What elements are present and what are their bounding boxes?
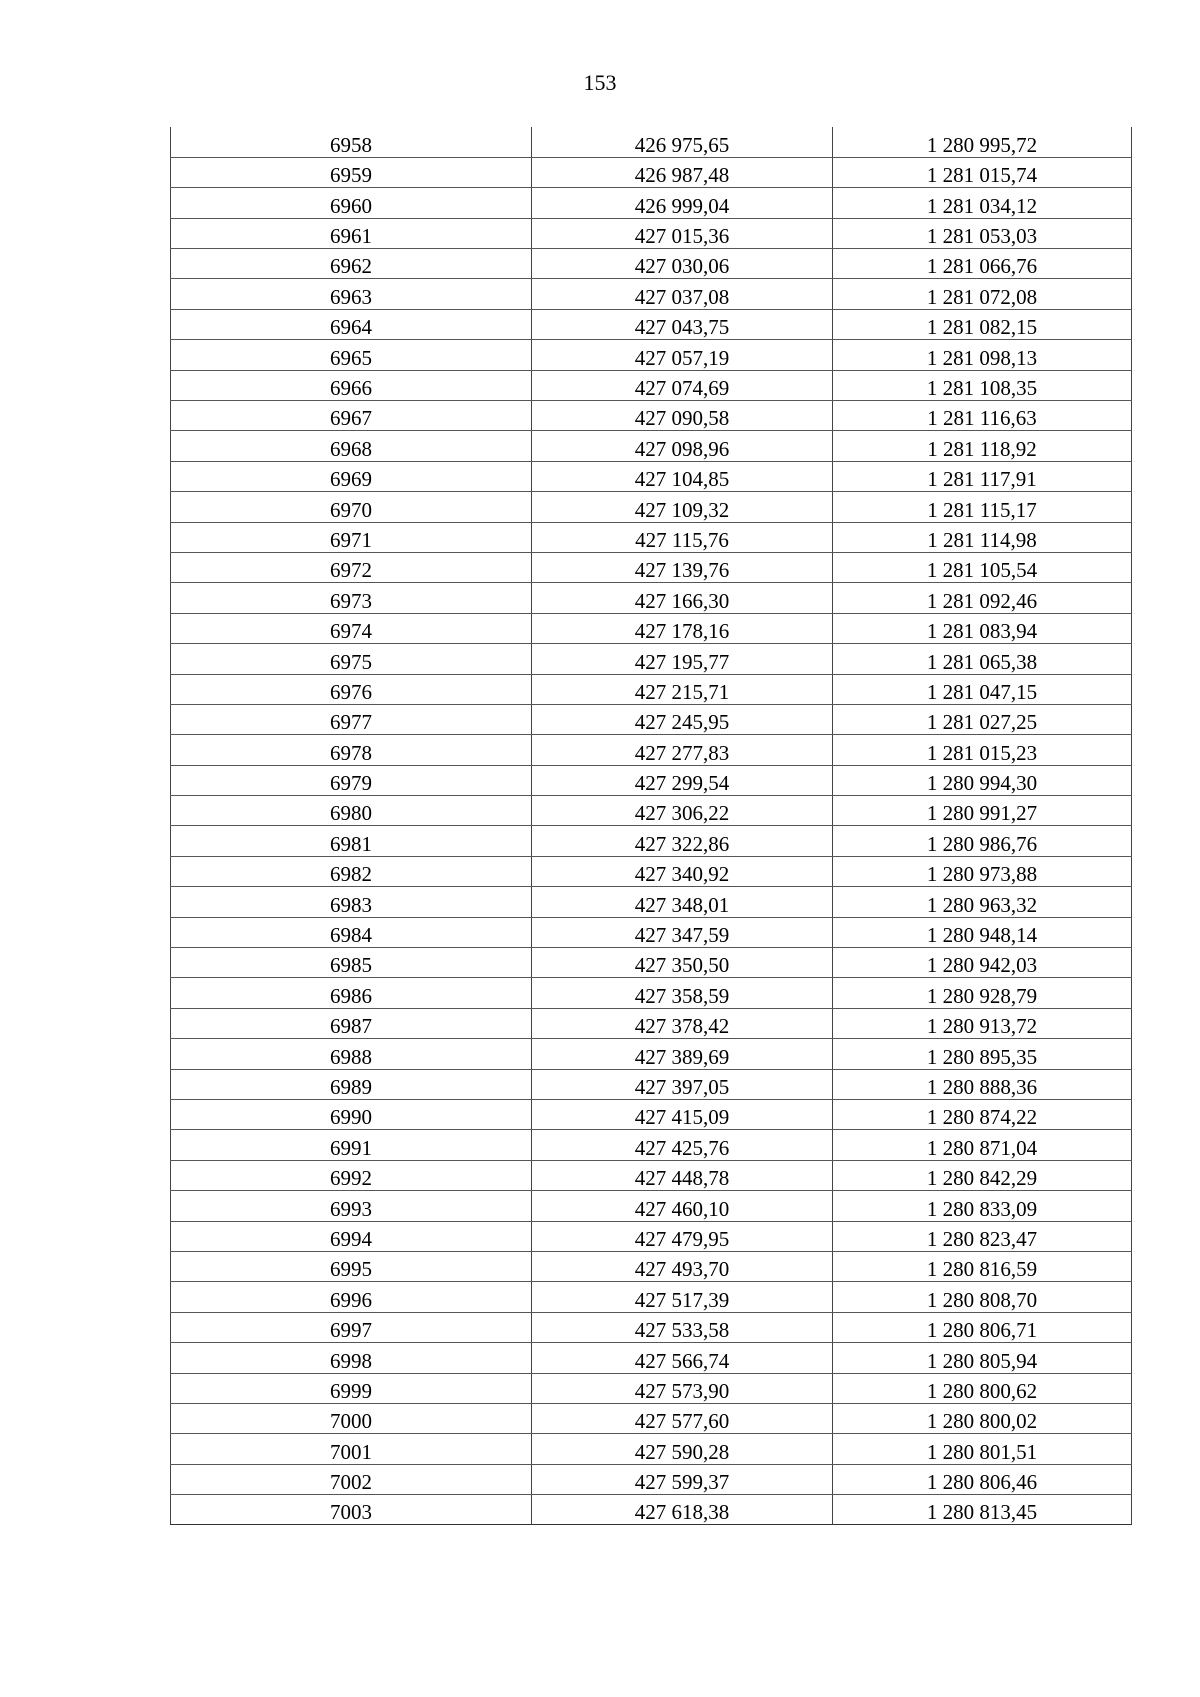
point-number-cell: 6992: [171, 1160, 532, 1190]
y-coordinate-cell: 1 280 888,36: [833, 1069, 1132, 1099]
table-row: [171, 1039, 1132, 1069]
y-coordinate-cell: 1 280 833,09: [833, 1191, 1132, 1221]
point-number-cell: 6994: [171, 1221, 532, 1251]
y-coordinate-cell: 1 280 808,70: [833, 1282, 1132, 1312]
table-row: [171, 492, 1132, 522]
point-number-cell: 6967: [171, 401, 532, 431]
y-coordinate-cell: 1 280 963,32: [833, 887, 1132, 917]
y-coordinate-cell: 1 281 034,12: [833, 188, 1132, 218]
y-coordinate-cell: 1 280 806,46: [833, 1464, 1132, 1494]
y-coordinate-cell: 1 281 047,15: [833, 674, 1132, 704]
x-coordinate-cell: 427 348,01: [532, 887, 833, 917]
x-coordinate-cell: 427 115,76: [532, 522, 833, 552]
x-coordinate-cell: 427 299,54: [532, 765, 833, 795]
y-coordinate-cell: 1 280 895,35: [833, 1039, 1132, 1069]
table-row: [171, 1434, 1132, 1464]
point-number-cell: 6969: [171, 461, 532, 491]
table-row: [171, 1495, 1132, 1525]
table-row: [171, 1130, 1132, 1160]
point-number-cell: 6997: [171, 1312, 532, 1342]
x-coordinate-cell: 427 347,59: [532, 917, 833, 947]
point-number-cell: 7002: [171, 1464, 532, 1494]
point-number-cell: 6985: [171, 948, 532, 978]
table-row: [171, 309, 1132, 339]
x-coordinate-cell: 427 057,19: [532, 340, 833, 370]
y-coordinate-cell: 1 281 015,74: [833, 157, 1132, 187]
point-number-cell: 6970: [171, 492, 532, 522]
table-row: [171, 917, 1132, 947]
point-number-cell: 6966: [171, 370, 532, 400]
y-coordinate-cell: 1 281 082,15: [833, 309, 1132, 339]
coordinates-table: [170, 127, 1132, 1525]
x-coordinate-cell: 427 215,71: [532, 674, 833, 704]
point-number-cell: 6962: [171, 249, 532, 279]
x-coordinate-cell: 427 195,77: [532, 644, 833, 674]
point-number-cell: 6996: [171, 1282, 532, 1312]
y-coordinate-cell: 1 281 092,46: [833, 583, 1132, 613]
table-row: [171, 826, 1132, 856]
x-coordinate-cell: 427 098,96: [532, 431, 833, 461]
page-number: 153: [583, 70, 617, 95]
y-coordinate-cell: 1 280 871,04: [833, 1130, 1132, 1160]
y-coordinate-cell: 1 281 072,08: [833, 279, 1132, 309]
x-coordinate-cell: 427 322,86: [532, 826, 833, 856]
point-number-cell: 6990: [171, 1100, 532, 1130]
table-row: [171, 157, 1132, 187]
x-coordinate-cell: 427 306,22: [532, 796, 833, 826]
point-number-cell: 6976: [171, 674, 532, 704]
x-coordinate-cell: 427 566,74: [532, 1343, 833, 1373]
table-row: [171, 431, 1132, 461]
x-coordinate-cell: 427 350,50: [532, 948, 833, 978]
y-coordinate-cell: 1 280 813,45: [833, 1495, 1132, 1525]
y-coordinate-cell: 1 280 948,14: [833, 917, 1132, 947]
table-row: [171, 370, 1132, 400]
y-coordinate-cell: 1 280 913,72: [833, 1008, 1132, 1038]
x-coordinate-cell: 427 358,59: [532, 978, 833, 1008]
table-row: [171, 583, 1132, 613]
y-coordinate-cell: 1 280 842,29: [833, 1160, 1132, 1190]
point-number-cell: 6964: [171, 309, 532, 339]
x-coordinate-cell: 426 975,65: [532, 127, 833, 157]
y-coordinate-cell: 1 280 806,71: [833, 1312, 1132, 1342]
point-number-cell: 6995: [171, 1251, 532, 1281]
y-coordinate-cell: 1 281 108,35: [833, 370, 1132, 400]
point-number-cell: 7003: [171, 1495, 532, 1525]
y-coordinate-cell: 1 281 118,92: [833, 431, 1132, 461]
point-number-cell: 7001: [171, 1434, 532, 1464]
point-number-cell: 6968: [171, 431, 532, 461]
table-row: [171, 218, 1132, 248]
table-row: [171, 340, 1132, 370]
y-coordinate-cell: 1 280 801,51: [833, 1434, 1132, 1464]
x-coordinate-cell: 427 389,69: [532, 1039, 833, 1069]
y-coordinate-cell: 1 280 800,02: [833, 1403, 1132, 1433]
point-number-cell: 6991: [171, 1130, 532, 1160]
y-coordinate-cell: 1 280 874,22: [833, 1100, 1132, 1130]
y-coordinate-cell: 1 281 116,63: [833, 401, 1132, 431]
x-coordinate-cell: 427 479,95: [532, 1221, 833, 1251]
table-row: [171, 796, 1132, 826]
table-row: [171, 978, 1132, 1008]
x-coordinate-cell: 427 573,90: [532, 1373, 833, 1403]
point-number-cell: 6977: [171, 704, 532, 734]
table-row: [171, 1100, 1132, 1130]
table-row: [171, 1464, 1132, 1494]
point-number-cell: 6974: [171, 613, 532, 643]
table-row: [171, 1312, 1132, 1342]
table-row: [171, 1221, 1132, 1251]
y-coordinate-cell: 1 280 928,79: [833, 978, 1132, 1008]
x-coordinate-cell: 426 999,04: [532, 188, 833, 218]
y-coordinate-cell: 1 281 115,17: [833, 492, 1132, 522]
table-row: [171, 1008, 1132, 1038]
y-coordinate-cell: 1 281 053,03: [833, 218, 1132, 248]
x-coordinate-cell: 427 109,32: [532, 492, 833, 522]
table-row: [171, 1373, 1132, 1403]
point-number-cell: 6983: [171, 887, 532, 917]
point-number-cell: 6981: [171, 826, 532, 856]
point-number-cell: 6998: [171, 1343, 532, 1373]
x-coordinate-cell: 427 493,70: [532, 1251, 833, 1281]
x-coordinate-cell: 427 090,58: [532, 401, 833, 431]
x-coordinate-cell: 427 378,42: [532, 1008, 833, 1038]
table-row: [171, 249, 1132, 279]
y-coordinate-cell: 1 281 114,98: [833, 522, 1132, 552]
x-coordinate-cell: 427 139,76: [532, 552, 833, 582]
table-row: [171, 856, 1132, 886]
x-coordinate-cell: 427 415,09: [532, 1100, 833, 1130]
x-coordinate-cell: 427 448,78: [532, 1160, 833, 1190]
point-number-cell: 6973: [171, 583, 532, 613]
table-row: [171, 188, 1132, 218]
table-row: [171, 1160, 1132, 1190]
y-coordinate-cell: 1 281 098,13: [833, 340, 1132, 370]
x-coordinate-cell: 427 277,83: [532, 735, 833, 765]
table-row: [171, 613, 1132, 643]
point-number-cell: 6993: [171, 1191, 532, 1221]
y-coordinate-cell: 1 281 117,91: [833, 461, 1132, 491]
x-coordinate-cell: 427 460,10: [532, 1191, 833, 1221]
y-coordinate-cell: 1 281 105,54: [833, 552, 1132, 582]
table-row: [171, 674, 1132, 704]
point-number-cell: 6978: [171, 735, 532, 765]
point-number-cell: 6963: [171, 279, 532, 309]
table-row: [171, 704, 1132, 734]
table-row: [171, 644, 1132, 674]
x-coordinate-cell: 427 517,39: [532, 1282, 833, 1312]
y-coordinate-cell: 1 280 973,88: [833, 856, 1132, 886]
table-row: [171, 948, 1132, 978]
x-coordinate-cell: 427 074,69: [532, 370, 833, 400]
point-number-cell: 6975: [171, 644, 532, 674]
table-row: [171, 1191, 1132, 1221]
table-row: [171, 522, 1132, 552]
point-number-cell: 6958: [171, 127, 532, 157]
point-number-cell: 6980: [171, 796, 532, 826]
table-row: [171, 1251, 1132, 1281]
point-number-cell: 6972: [171, 552, 532, 582]
x-coordinate-cell: 427 577,60: [532, 1403, 833, 1433]
x-coordinate-cell: 427 104,85: [532, 461, 833, 491]
x-coordinate-cell: 427 618,38: [532, 1495, 833, 1525]
table-row: [171, 127, 1132, 157]
y-coordinate-cell: 1 281 027,25: [833, 704, 1132, 734]
table-row: [171, 461, 1132, 491]
y-coordinate-cell: 1 280 994,30: [833, 765, 1132, 795]
point-number-cell: 7000: [171, 1403, 532, 1433]
point-number-cell: 6982: [171, 856, 532, 886]
point-number-cell: 6989: [171, 1069, 532, 1099]
y-coordinate-cell: 1 280 986,76: [833, 826, 1132, 856]
point-number-cell: 6987: [171, 1008, 532, 1038]
x-coordinate-cell: 427 030,06: [532, 249, 833, 279]
table-row: [171, 279, 1132, 309]
x-coordinate-cell: 427 425,76: [532, 1130, 833, 1160]
table-row: [171, 765, 1132, 795]
x-coordinate-cell: 427 166,30: [532, 583, 833, 613]
point-number-cell: 6986: [171, 978, 532, 1008]
point-number-cell: 6971: [171, 522, 532, 552]
coordinates-table-body: [171, 127, 1132, 1525]
x-coordinate-cell: 427 178,16: [532, 613, 833, 643]
point-number-cell: 6965: [171, 340, 532, 370]
x-coordinate-cell: 427 245,95: [532, 704, 833, 734]
table-row: [171, 552, 1132, 582]
table-row: [171, 1403, 1132, 1433]
table-row: [171, 735, 1132, 765]
x-coordinate-cell: 426 987,48: [532, 157, 833, 187]
table-row: [171, 1282, 1132, 1312]
point-number-cell: 6988: [171, 1039, 532, 1069]
y-coordinate-cell: 1 280 991,27: [833, 796, 1132, 826]
point-number-cell: 6984: [171, 917, 532, 947]
y-coordinate-cell: 1 280 805,94: [833, 1343, 1132, 1373]
x-coordinate-cell: 427 533,58: [532, 1312, 833, 1342]
x-coordinate-cell: 427 340,92: [532, 856, 833, 886]
table-row: [171, 401, 1132, 431]
y-coordinate-cell: 1 280 816,59: [833, 1251, 1132, 1281]
y-coordinate-cell: 1 281 015,23: [833, 735, 1132, 765]
point-number-cell: 6959: [171, 157, 532, 187]
y-coordinate-cell: 1 281 065,38: [833, 644, 1132, 674]
y-coordinate-cell: 1 281 083,94: [833, 613, 1132, 643]
y-coordinate-cell: 1 280 823,47: [833, 1221, 1132, 1251]
point-number-cell: 6999: [171, 1373, 532, 1403]
x-coordinate-cell: 427 043,75: [532, 309, 833, 339]
table-row: [171, 1343, 1132, 1373]
y-coordinate-cell: 1 280 800,62: [833, 1373, 1132, 1403]
table-row: [171, 887, 1132, 917]
x-coordinate-cell: 427 037,08: [532, 279, 833, 309]
y-coordinate-cell: 1 280 995,72: [833, 127, 1132, 157]
point-number-cell: 6960: [171, 188, 532, 218]
point-number-cell: 6961: [171, 218, 532, 248]
table-row: [171, 1069, 1132, 1099]
x-coordinate-cell: 427 590,28: [532, 1434, 833, 1464]
point-number-cell: 6979: [171, 765, 532, 795]
x-coordinate-cell: 427 599,37: [532, 1464, 833, 1494]
x-coordinate-cell: 427 015,36: [532, 218, 833, 248]
x-coordinate-cell: 427 397,05: [532, 1069, 833, 1099]
y-coordinate-cell: 1 280 942,03: [833, 948, 1132, 978]
y-coordinate-cell: 1 281 066,76: [833, 249, 1132, 279]
